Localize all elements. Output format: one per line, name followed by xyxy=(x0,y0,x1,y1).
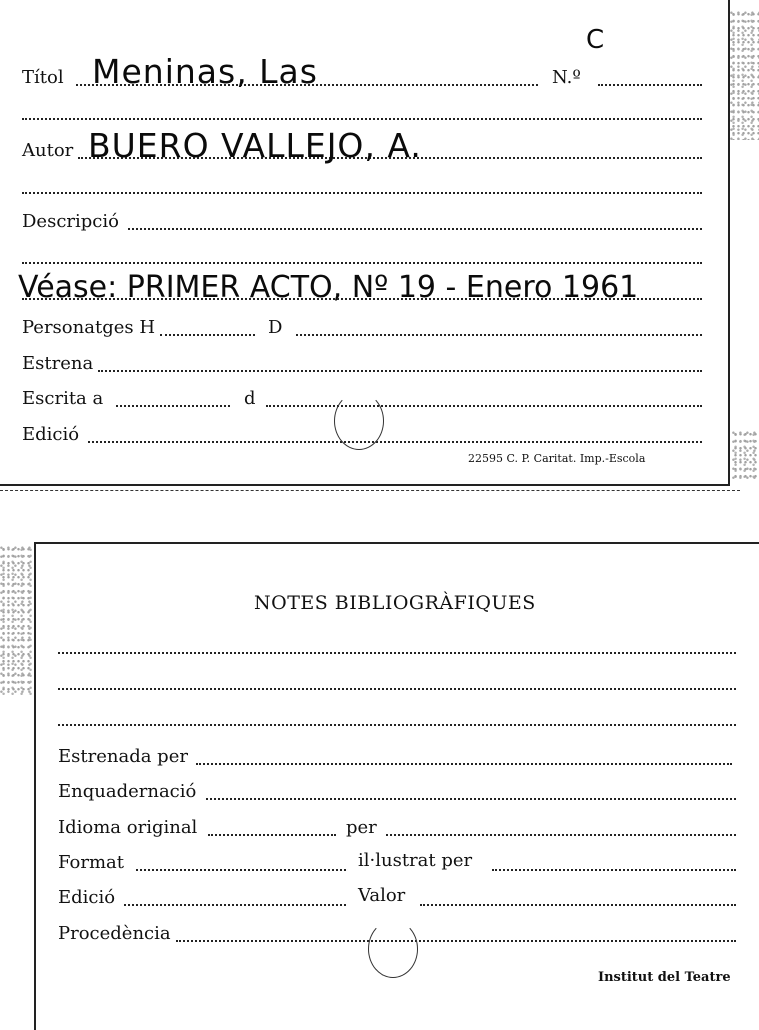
procedencia-line xyxy=(176,940,736,942)
autor-handwritten: BUERO VALLEJO, A. xyxy=(88,126,422,165)
estrenada-label: Estrenada per xyxy=(58,746,188,767)
estrenada-line xyxy=(196,763,732,765)
escrita-line xyxy=(116,405,230,407)
per-line xyxy=(386,834,736,836)
no-label: N.º xyxy=(552,67,581,88)
d-label: D xyxy=(268,317,283,338)
vease-handwritten: Véase: PRIMER ACTO, Nº 19 - Enero 1961 xyxy=(18,270,639,305)
punch-hole xyxy=(368,920,418,978)
edicio-line xyxy=(88,441,702,443)
notes-heading: NOTES BIBLIOGRÀFIQUES xyxy=(254,592,536,614)
edicio-back-line xyxy=(124,904,346,906)
personatges-h-line xyxy=(160,334,255,336)
enquadernacio-line xyxy=(206,798,736,800)
institute-name: Institut del Teatre xyxy=(598,970,731,985)
blank-line xyxy=(22,298,702,300)
edicio-back-label: Edició xyxy=(58,887,116,908)
blank-line xyxy=(22,118,702,120)
notes-line xyxy=(58,652,736,654)
illustrat-label: il·lustrat per xyxy=(358,850,473,871)
illustrat-line xyxy=(492,869,736,871)
blank-line xyxy=(22,192,702,194)
idioma-line xyxy=(208,834,336,836)
format-line xyxy=(136,869,346,871)
number-handwritten: C xyxy=(586,25,606,55)
notes-line xyxy=(58,688,736,690)
procedencia-label: Procedència xyxy=(58,923,171,944)
catalog-card-back xyxy=(34,542,759,1030)
estrena-line xyxy=(98,370,702,372)
estrena-label: Estrena xyxy=(22,353,94,374)
valor-line xyxy=(420,904,736,906)
scan-edge-noise-top-right xyxy=(730,10,759,140)
valor-label: Valor xyxy=(358,885,406,906)
scan-edge-noise-left xyxy=(0,545,32,695)
autor-label: Autor xyxy=(22,140,74,161)
descripcio-label: Descripció xyxy=(22,211,119,232)
notes-line xyxy=(58,724,736,726)
per-label: per xyxy=(346,817,377,838)
escrita-d-line xyxy=(266,405,702,407)
idioma-label: Idioma original xyxy=(58,817,198,838)
edicio-label: Edició xyxy=(22,424,80,445)
printer-note: 22595 C. P. Caritat. Imp.-Escola xyxy=(468,452,646,465)
descripcio-line xyxy=(128,228,702,230)
format-label: Format xyxy=(58,852,124,873)
escrita-label: Escrita a xyxy=(22,388,104,409)
scan-edge-noise-right xyxy=(732,430,759,480)
titol-handwritten: Meninas, Las xyxy=(92,52,318,91)
cut-line xyxy=(0,490,740,491)
catalog-card-front xyxy=(0,0,730,486)
titol-label: Títol xyxy=(22,67,64,88)
escrita-d-label: d xyxy=(244,388,256,409)
enquadernacio-label: Enquadernació xyxy=(58,781,197,802)
personatges-label: Personatges H xyxy=(22,317,156,338)
punch-hole xyxy=(334,392,384,450)
personatges-d-line xyxy=(296,334,702,336)
blank-line xyxy=(22,262,702,264)
no-line xyxy=(598,84,702,86)
